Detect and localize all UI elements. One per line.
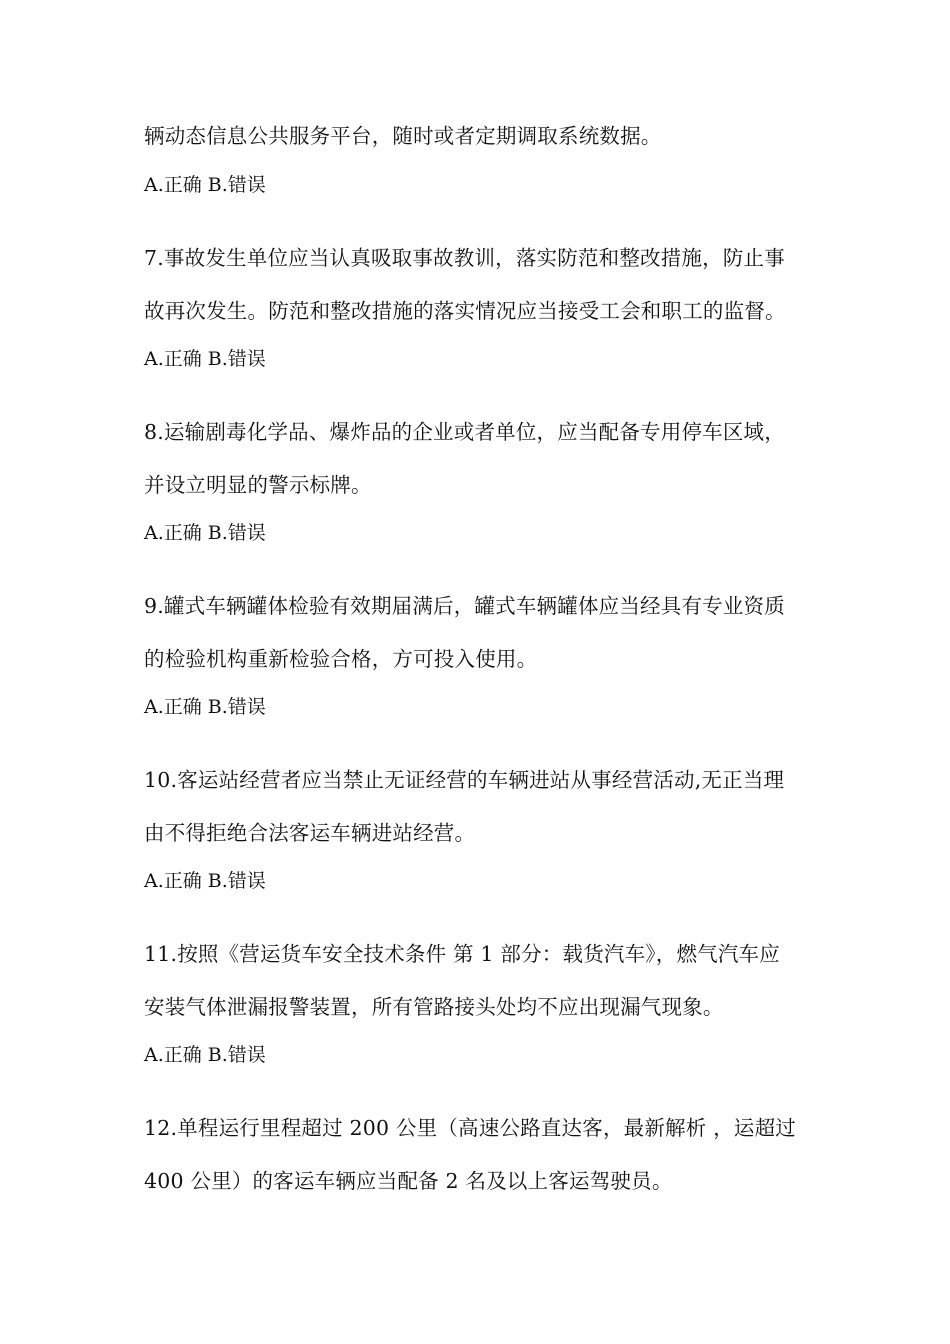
question-7-options: A.正确 B.错误 (144, 348, 266, 370)
question-7-line-2: 故再次发生。防范和整改措施的落实情况应当接受工会和职工的监督。 (144, 299, 786, 323)
question-8-line-1: 8.运输剧毒化学品、爆炸品的企业或者单位，应当配备专用停车区域， (144, 420, 785, 444)
question-8-options: A.正确 B.错误 (144, 522, 266, 544)
question-text-line: 辆动态信息公共服务平台，随时或者定期调取系统数据。 (144, 124, 662, 148)
question-9-line-2: 的检验机构重新检验合格，方可投入使用。 (144, 647, 538, 671)
question-11-line-2: 安装气体泄漏报警装置，所有管路接头处均不应出现漏气现象。 (144, 995, 724, 1019)
question-12-line-2: 400 公里）的客运车辆应当配备 2 名及以上客运驾驶员。 (144, 1169, 673, 1193)
question-12-line-1: 12.单程运行里程超过 200 公里（高速公路直达客，最新解析 ，运超过 (144, 1116, 796, 1140)
question-9-line-1: 9.罐式车辆罐体检验有效期届满后，罐式车辆罐体应当经具有专业资质 (144, 594, 785, 618)
question-10-line-2: 由不得拒绝合法客运车辆进站经营。 (144, 821, 476, 845)
question-7-line-1: 7.事故发生单位应当认真吸取事故教训，落实防范和整改措施，防止事 (144, 246, 785, 270)
question-10-options: A.正确 B.错误 (144, 870, 266, 892)
question-11-options: A.正确 B.错误 (144, 1044, 266, 1066)
question-8-line-2: 并设立明显的警示标牌。 (144, 473, 372, 497)
question-11-line-1: 11.按照《营运货车安全技术条件 第 1 部分：载货汽车》，燃气汽车应 (144, 942, 780, 966)
answer-options: A.正确 B.错误 (144, 174, 266, 196)
question-9-options: A.正确 B.错误 (144, 696, 266, 718)
question-10-line-1: 10.客运站经营者应当禁止无证经营的车辆进站从事经营活动,无正当理 (144, 768, 785, 792)
